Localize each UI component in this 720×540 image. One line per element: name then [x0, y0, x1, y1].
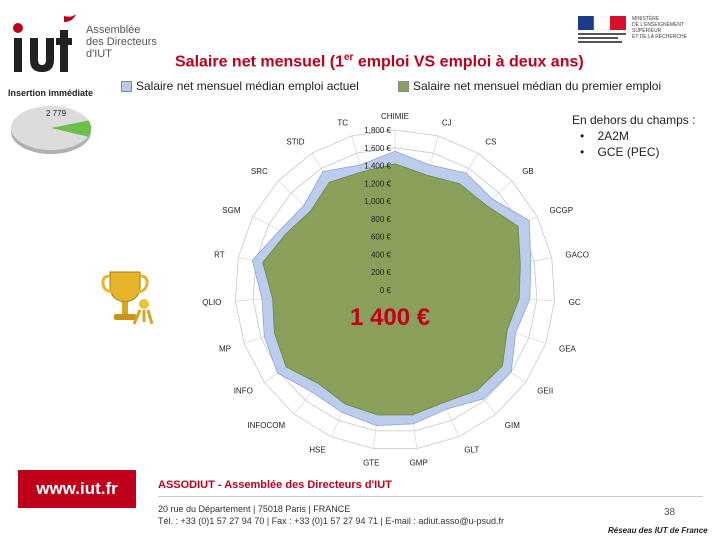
tick-label: 1,200 € [364, 179, 391, 189]
category-label: GC [568, 297, 581, 307]
side-note-item: • 2A2M [580, 129, 629, 143]
tick-label: 0 € [379, 286, 391, 295]
category-label: RT [214, 250, 225, 260]
category-label: CJ [441, 118, 452, 128]
category-label: GACO [565, 250, 589, 260]
category-label: GLT [464, 445, 480, 455]
category-label: GB [522, 167, 534, 177]
category-label: MP [219, 344, 231, 354]
category-label: INFO [233, 386, 253, 396]
category-label: GEII [537, 386, 554, 396]
side-note-heading: En dehors du champs : [572, 113, 696, 127]
insertion-label: Insertion immédiate [8, 88, 94, 98]
footer-divider [158, 496, 703, 497]
website-link[interactable]: www.iut.fr [18, 470, 136, 508]
legend-label-premier: Salaire net mensuel médian du premier emploi [413, 79, 662, 93]
category-label: GEA [559, 344, 576, 354]
category-label: STID [286, 137, 305, 147]
tick-label: 1,000 € [364, 197, 391, 207]
big-value: 1 400 € [350, 304, 431, 331]
tick-label: 1,400 € [364, 161, 391, 171]
category-label: INFOCOM [247, 421, 286, 430]
legend-label-actuel: Salaire net mensuel médian emploi actuel [136, 79, 359, 93]
ministry-text: MINISTÈRE DE L'ENSEIGNEMENT SUPÉRIEUR ET DE LA RECHERCHE [632, 16, 687, 40]
tick-label: 800 € [370, 214, 391, 224]
trophy-icon [100, 268, 158, 330]
insertion-pie-value: 2 779 [46, 109, 67, 118]
category-label: CS [485, 137, 497, 147]
tick-label: 1,600 € [364, 143, 391, 153]
footer-address: 20 rue du Département | 75018 Paris | FRANCE Tél. : +33 (0)1 57 27 94 70 | Fax : +33 (0)1 57 27 94 71 | E-mail : adiut.asso@u-psud.fr [158, 504, 505, 526]
tick-label: 1,800 € [364, 126, 391, 135]
category-label: HSE [309, 445, 326, 455]
logo-text: Assemblée des Directeurs d'IUT [86, 24, 157, 60]
side-note-item: • GCE (PEC) [580, 145, 660, 159]
tick-label: 400 € [370, 250, 391, 260]
category-label: CHIMIE [381, 112, 409, 121]
footer-org: ASSODIUT - Assemblée des Directeurs d'IUT [158, 479, 392, 491]
category-label: TC [337, 118, 349, 128]
tick-label: 200 € [370, 268, 391, 278]
category-label: GCGP [549, 205, 574, 215]
category-label: GIM [504, 421, 520, 430]
category-label: SRC [250, 167, 268, 177]
category-label: SGM [222, 205, 241, 215]
tick-label: 600 € [370, 232, 391, 242]
category-label: GMP [409, 458, 428, 468]
page-number: 38 [664, 507, 676, 518]
category-label: GTE [363, 458, 380, 468]
category-label: QLIO [202, 297, 222, 307]
signature: Réseau des IUT de France [608, 526, 708, 535]
chart-title: Salaire net mensuel (1er emploi VS emploi à deux ans) [175, 52, 584, 71]
